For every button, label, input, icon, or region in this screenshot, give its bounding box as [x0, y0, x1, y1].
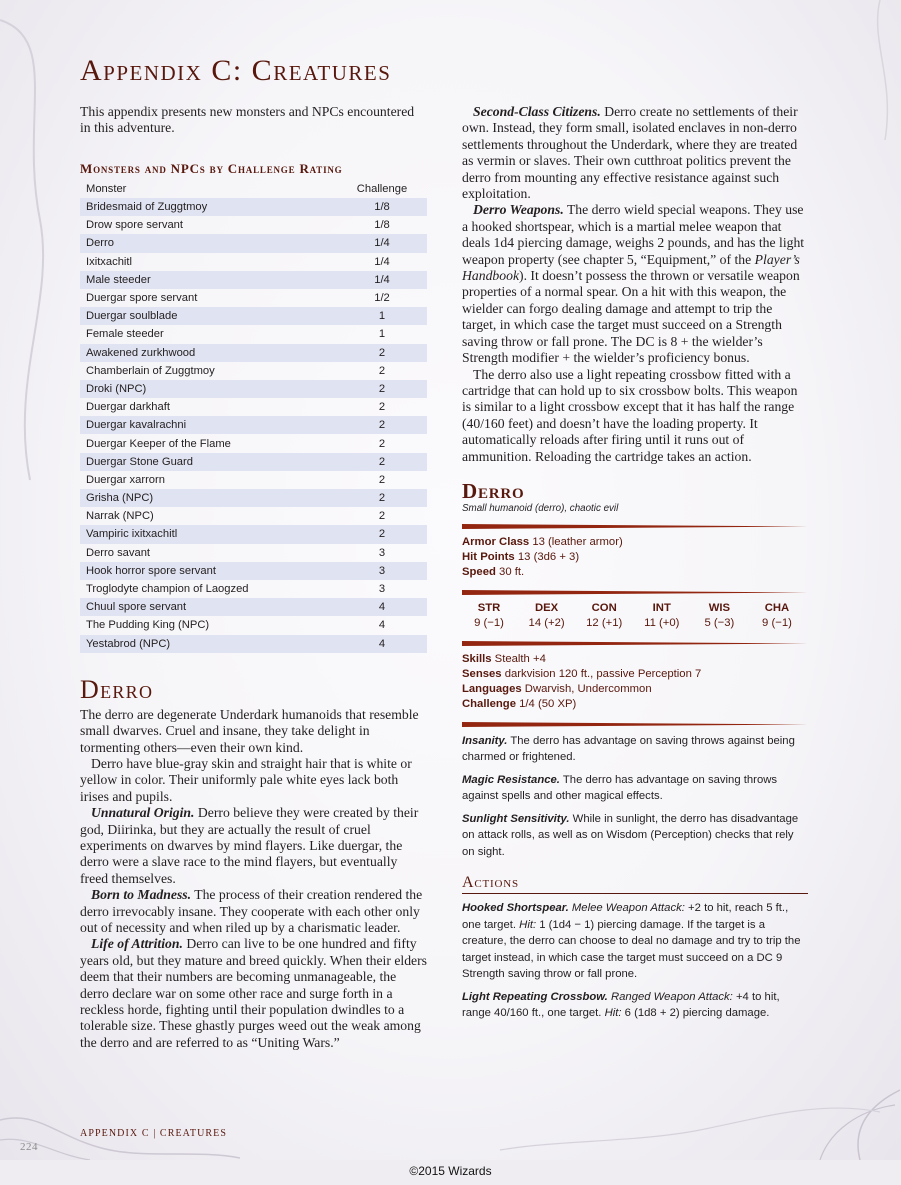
monster-name-cell: Chamberlain of Zuggtmoy	[86, 364, 215, 377]
challenge-cell: 4	[378, 619, 386, 632]
paragraph-lead: Life of Attrition.	[91, 936, 183, 952]
skills-line	[462, 652, 808, 667]
monster-name-cell: Duergar Keeper of the Flame	[86, 437, 231, 450]
challenge-cell: 1/4	[374, 255, 390, 268]
table-row	[80, 253, 427, 271]
challenge-cell: 2	[337, 453, 427, 471]
challenge-column-header: Challenge	[356, 182, 408, 195]
paragraph-lead: Born to Madness.	[91, 887, 192, 903]
monster-column-header: Monster	[86, 182, 127, 195]
monster-name-cell: Duergar soulblade	[80, 307, 337, 325]
table-row	[80, 598, 427, 616]
hit-points-label: Hit Points	[462, 550, 515, 563]
languages-value: Dwarvish, Undercommon	[524, 682, 652, 695]
table-body	[80, 198, 427, 653]
senses-line	[462, 667, 808, 682]
table-row	[80, 434, 427, 452]
action-text: +2 to hit, reach 5 ft., one target.	[462, 902, 789, 931]
divider-rule	[462, 590, 808, 595]
monster-name-cell: Chuul spore servant	[80, 598, 337, 616]
ability-scores	[462, 601, 808, 631]
actions-heading: Actions	[462, 874, 808, 894]
ability-value: 9 (−1)	[762, 616, 792, 629]
challenge-line	[462, 697, 808, 712]
table-row	[80, 453, 427, 471]
monster-name-cell: Yestabrod (NPC)	[80, 635, 337, 653]
table-row	[80, 635, 427, 653]
unnatural-origin-paragraph	[80, 805, 427, 887]
action	[462, 989, 808, 1022]
trait-name: Magic Resistance.	[462, 773, 560, 786]
challenge-cell: 2	[378, 473, 386, 486]
challenge-cell: 2	[337, 380, 427, 398]
languages-line	[462, 682, 808, 697]
speed-line	[462, 565, 808, 580]
table-row	[80, 216, 427, 234]
table-row	[80, 380, 427, 398]
monster-name-cell: The Pudding King (NPC)	[86, 619, 210, 632]
paragraph-text: The derro wield special weapons. They use a hooked shortspear, which is a martial melee weapon that deals 1d4 piercing damage, weighs 2 pounds, and has the light weapon property (see chapter 5, “Equipment,” of the	[462, 202, 805, 267]
monster-name-cell: Grisha (NPC)	[80, 489, 337, 507]
monster-name-cell: Awakened zurkhwood	[80, 344, 337, 362]
monster-name-cell: Duergar xarrorn	[86, 473, 165, 486]
challenge-cell: 1/2	[374, 292, 390, 305]
skills-value: Stealth +4	[494, 652, 546, 665]
ability-value: 5 (−3)	[704, 616, 735, 629]
ability-str	[462, 601, 516, 631]
ability-name: WIS	[708, 601, 731, 614]
monster-name-cell: Female steeder	[86, 328, 164, 341]
left-column	[80, 104, 427, 1051]
action	[462, 900, 808, 983]
paragraph-lead: Derro Weapons.	[473, 202, 564, 218]
ability-dex	[520, 601, 574, 631]
ability-value: 12 (+1)	[586, 616, 623, 629]
action-text: +4 to hit, range 40/160 ft., one target.	[462, 990, 780, 1020]
action-text: 6 (1d8 + 2) piercing damage.	[621, 1007, 770, 1020]
copyright-notice: ©2015 Wizards	[409, 1164, 492, 1178]
ability-value: 14 (+2)	[528, 616, 565, 629]
ability-value: 9 (−1)	[474, 616, 504, 629]
derro-paragraph-2: Derro have blue-gray skin and straight hair that is white or yellow in color. Their uniformly pale white eyes lack both irises and pupils.	[80, 755, 412, 804]
statblock-details	[462, 652, 808, 712]
ability-name: STR	[477, 601, 501, 614]
paragraph-text: Derro create no settlements of their own. Instead, they form small, isolated enclaves in non-derro settlements throughout the Underdark, where they are treated as vermin or slaves. Their own cutthroat politics prevent the derro from mounting any effective resistance against such exploitation.	[462, 104, 798, 202]
armor-class-label: Armor Class	[462, 535, 530, 548]
challenge-label: Challenge	[462, 697, 516, 710]
statblock-name: Derro	[462, 478, 525, 503]
divider-rule	[462, 524, 808, 529]
monster-name-cell: Vampiric ixitxachitl	[80, 525, 337, 543]
hit-points-line	[462, 550, 808, 565]
action-hit-label: Hit:	[519, 918, 537, 931]
challenge-cell: 1	[378, 328, 386, 341]
challenge-cell: 1	[337, 307, 427, 325]
derro-heading: Derro	[80, 674, 154, 704]
challenge-cell: 4	[337, 598, 427, 616]
ability-con	[577, 601, 631, 631]
ability-wis	[692, 601, 746, 631]
table-row	[80, 398, 427, 416]
table-row	[80, 234, 427, 252]
page-number: 224	[20, 1141, 38, 1153]
ability-cha	[750, 601, 804, 631]
challenge-cell: 1/4	[337, 234, 427, 252]
monster-name-cell: Male steeder	[80, 271, 337, 289]
senses-value: darkvision 120 ft., passive Perception 7	[504, 667, 702, 680]
action-type: Ranged Weapon Attack:	[610, 990, 733, 1003]
derro-paragraph-1: The derro are degenerate Underdark humanoids that resemble small dwarves. Cruel and insane, they take delight in tormenting others—even their own kind.	[80, 706, 419, 755]
table-row	[80, 307, 427, 325]
trait	[462, 733, 808, 766]
trait	[462, 772, 808, 805]
challenge-rating-table	[80, 180, 427, 653]
monster-name-cell: Droki (NPC)	[80, 380, 337, 398]
monster-name-cell: Hook horror spore servant	[80, 562, 337, 580]
monster-name-cell: Bridesmaid of Zuggtmoy	[80, 198, 337, 216]
monster-name-cell: Ixitxachitl	[86, 255, 133, 268]
paragraph-lead: Unnatural Origin.	[91, 805, 195, 821]
hit-points-value: 13 (3d6 + 3)	[517, 550, 580, 563]
derro-weapons-paragraph	[462, 202, 808, 366]
trait-name: Sunlight Sensitivity.	[462, 812, 570, 825]
paragraph-text: ). It doesn’t possess the thrown or versatile weapon properties of a normal spear. On a hit with this weapon, the wielder can forgo dealing damage and attempt to trip the target, in which case the target must succeed on a Strength saving throw or fall prone. The DC is 8 + the wielder’s Strength modifier + the wielder’s proficiency bonus.	[462, 268, 800, 366]
table-row	[80, 471, 427, 489]
challenge-cell: 2	[337, 525, 427, 543]
speed-label: Speed	[462, 565, 496, 578]
statblock-actions	[462, 900, 808, 1022]
challenge-cell: 2	[378, 510, 386, 523]
paragraph-text: Derro can live to be one hundred and fifty years old, but they mature and breed quickly. When their elders deem that their numbers are becoming unmanageable, the derro declare war on some other race and surge forth in a reckless horde, fighting until their population dwindles to a tolerable size. These ghastly purges weed out the weak among the derro and are referred to as “Uniting Wars.”	[80, 936, 428, 1050]
trait	[462, 811, 808, 861]
speed-value: 30 ft.	[499, 565, 525, 578]
paragraph-text: The process of their creation rendered the derro irrevocably insane. They cooperate with each other only out of necessity and when riled up by a charismatic leader.	[80, 887, 423, 935]
monster-name-cell: Narrak (NPC)	[86, 510, 154, 523]
paragraph-lead: Second-Class Citizens.	[473, 104, 601, 119]
table-row	[80, 271, 427, 289]
book-title: Player’s Handbook	[462, 251, 800, 284]
born-to-madness-paragraph	[80, 887, 427, 936]
table-row	[80, 198, 427, 216]
ability-int	[635, 601, 689, 631]
ability-name: CHA	[764, 601, 790, 614]
table-row	[80, 580, 427, 598]
challenge-cell: 2	[378, 364, 386, 377]
challenge-cell: 2	[337, 489, 427, 507]
monster-name-cell: Troglodyte champion of Laogzed	[86, 583, 249, 596]
table-row	[80, 489, 427, 507]
table-row	[80, 525, 427, 543]
table-row	[80, 416, 427, 434]
monster-name-cell: Derro savant	[86, 546, 151, 559]
action-name: Hooked Shortspear.	[462, 902, 569, 915]
monster-name-cell: Duergar darkhaft	[86, 401, 170, 414]
challenge-cell: 1/8	[374, 219, 390, 232]
challenge-cell: 3	[378, 583, 386, 596]
challenge-cell: 2	[337, 344, 427, 362]
challenge-cell: 3	[337, 562, 427, 580]
challenge-value: 1/4 (50 XP)	[519, 697, 577, 710]
statblock-defenses	[462, 535, 808, 580]
table-header-row	[80, 180, 427, 198]
monster-name-cell: Derro	[80, 234, 337, 252]
table-row	[80, 544, 427, 562]
monster-name-cell: Duergar Stone Guard	[80, 453, 337, 471]
table-row	[80, 289, 427, 307]
languages-label: Languages	[462, 682, 522, 695]
ability-value: 11 (+0)	[644, 616, 680, 629]
crossbow-paragraph: The derro also use a light repeating crossbow fitted with a cartridge that can hold up to six crossbow bolts. This weapon is similar to a light crossbow except that it has half the range (40/160 feet) and doesn’t have the loading property. It automatically reloads after firing until it runs out of ammunition. Reloading the cartridge takes an action.	[462, 366, 798, 464]
challenge-cell: 4	[337, 635, 427, 653]
trait-text: While in sunlight, the derro has disadvantage on attack rolls, as well as on Wisdom (Perception) checks that rely on sight.	[462, 812, 799, 858]
challenge-cell: 1/8	[337, 198, 427, 216]
trait-text: The derro has advantage on saving throws against spells and other magical effects.	[462, 773, 778, 803]
table-row	[80, 616, 427, 634]
derro-stat-block	[462, 479, 808, 1022]
statblock-type: Small humanoid (derro), chaotic evil	[462, 502, 619, 514]
table-row	[80, 325, 427, 343]
table-row	[80, 562, 427, 580]
trait-text: The derro has advantage on saving throws against being charmed or frightened.	[462, 734, 795, 764]
right-column	[462, 104, 808, 1022]
challenge-cell: 2	[378, 401, 386, 414]
armor-class-line	[462, 535, 808, 550]
action-text: 1 (1d4 − 1) piercing damage. If the target is a creature, the derro can choose to deal no damage and try to trip the target instead, in which case the target must succeed on a DC 9 Strength saving throw or fall prone.	[462, 918, 801, 981]
ability-name: CON	[591, 601, 617, 614]
challenge-cell: 1/4	[337, 271, 427, 289]
action-type: Melee Weapon Attack:	[571, 902, 685, 915]
action-hit-label: Hit:	[604, 1007, 622, 1020]
divider-rule	[462, 641, 808, 646]
challenge-cell: 3	[378, 546, 386, 559]
monster-name-cell: Duergar kavalrachni	[80, 416, 337, 434]
monster-name-cell: Drow spore servant	[86, 219, 183, 232]
life-of-attrition-paragraph	[80, 936, 427, 1051]
action-name: Light Repeating Crossbow.	[462, 990, 608, 1003]
table-row	[80, 344, 427, 362]
ability-name: DEX	[534, 601, 559, 614]
footer-section-label: APPENDIX C | CREATURES	[80, 1128, 228, 1139]
challenge-cell: 2	[378, 437, 386, 450]
page-title: Appendix C: Creatures	[80, 54, 392, 87]
skills-label: Skills	[462, 652, 492, 665]
senses-label: Senses	[462, 667, 502, 680]
intro-paragraph: This appendix presents new monsters and NPCs encountered in this adventure.	[80, 104, 415, 136]
ability-name: INT	[652, 601, 671, 614]
divider-rule	[462, 722, 808, 727]
table-row	[80, 362, 427, 380]
table-row	[80, 507, 427, 525]
paragraph-text: Derro believe they were created by their god, Diirinka, but they are actually the result of cruel experiments on dwarves by mind flayers. Like duergar, the derro were a slave race to the mind flayers, but eventually freed themselves.	[80, 805, 419, 886]
statblock-traits	[462, 733, 808, 861]
armor-class-value: 13 (leather armor)	[532, 535, 623, 548]
trait-name: Insanity.	[462, 734, 508, 747]
second-class-citizens-paragraph	[462, 104, 808, 202]
challenge-cell: 2	[337, 416, 427, 434]
monster-name-cell: Duergar spore servant	[86, 292, 198, 305]
cr-table-title: Monsters and NPCs by Challenge Rating	[80, 160, 343, 176]
